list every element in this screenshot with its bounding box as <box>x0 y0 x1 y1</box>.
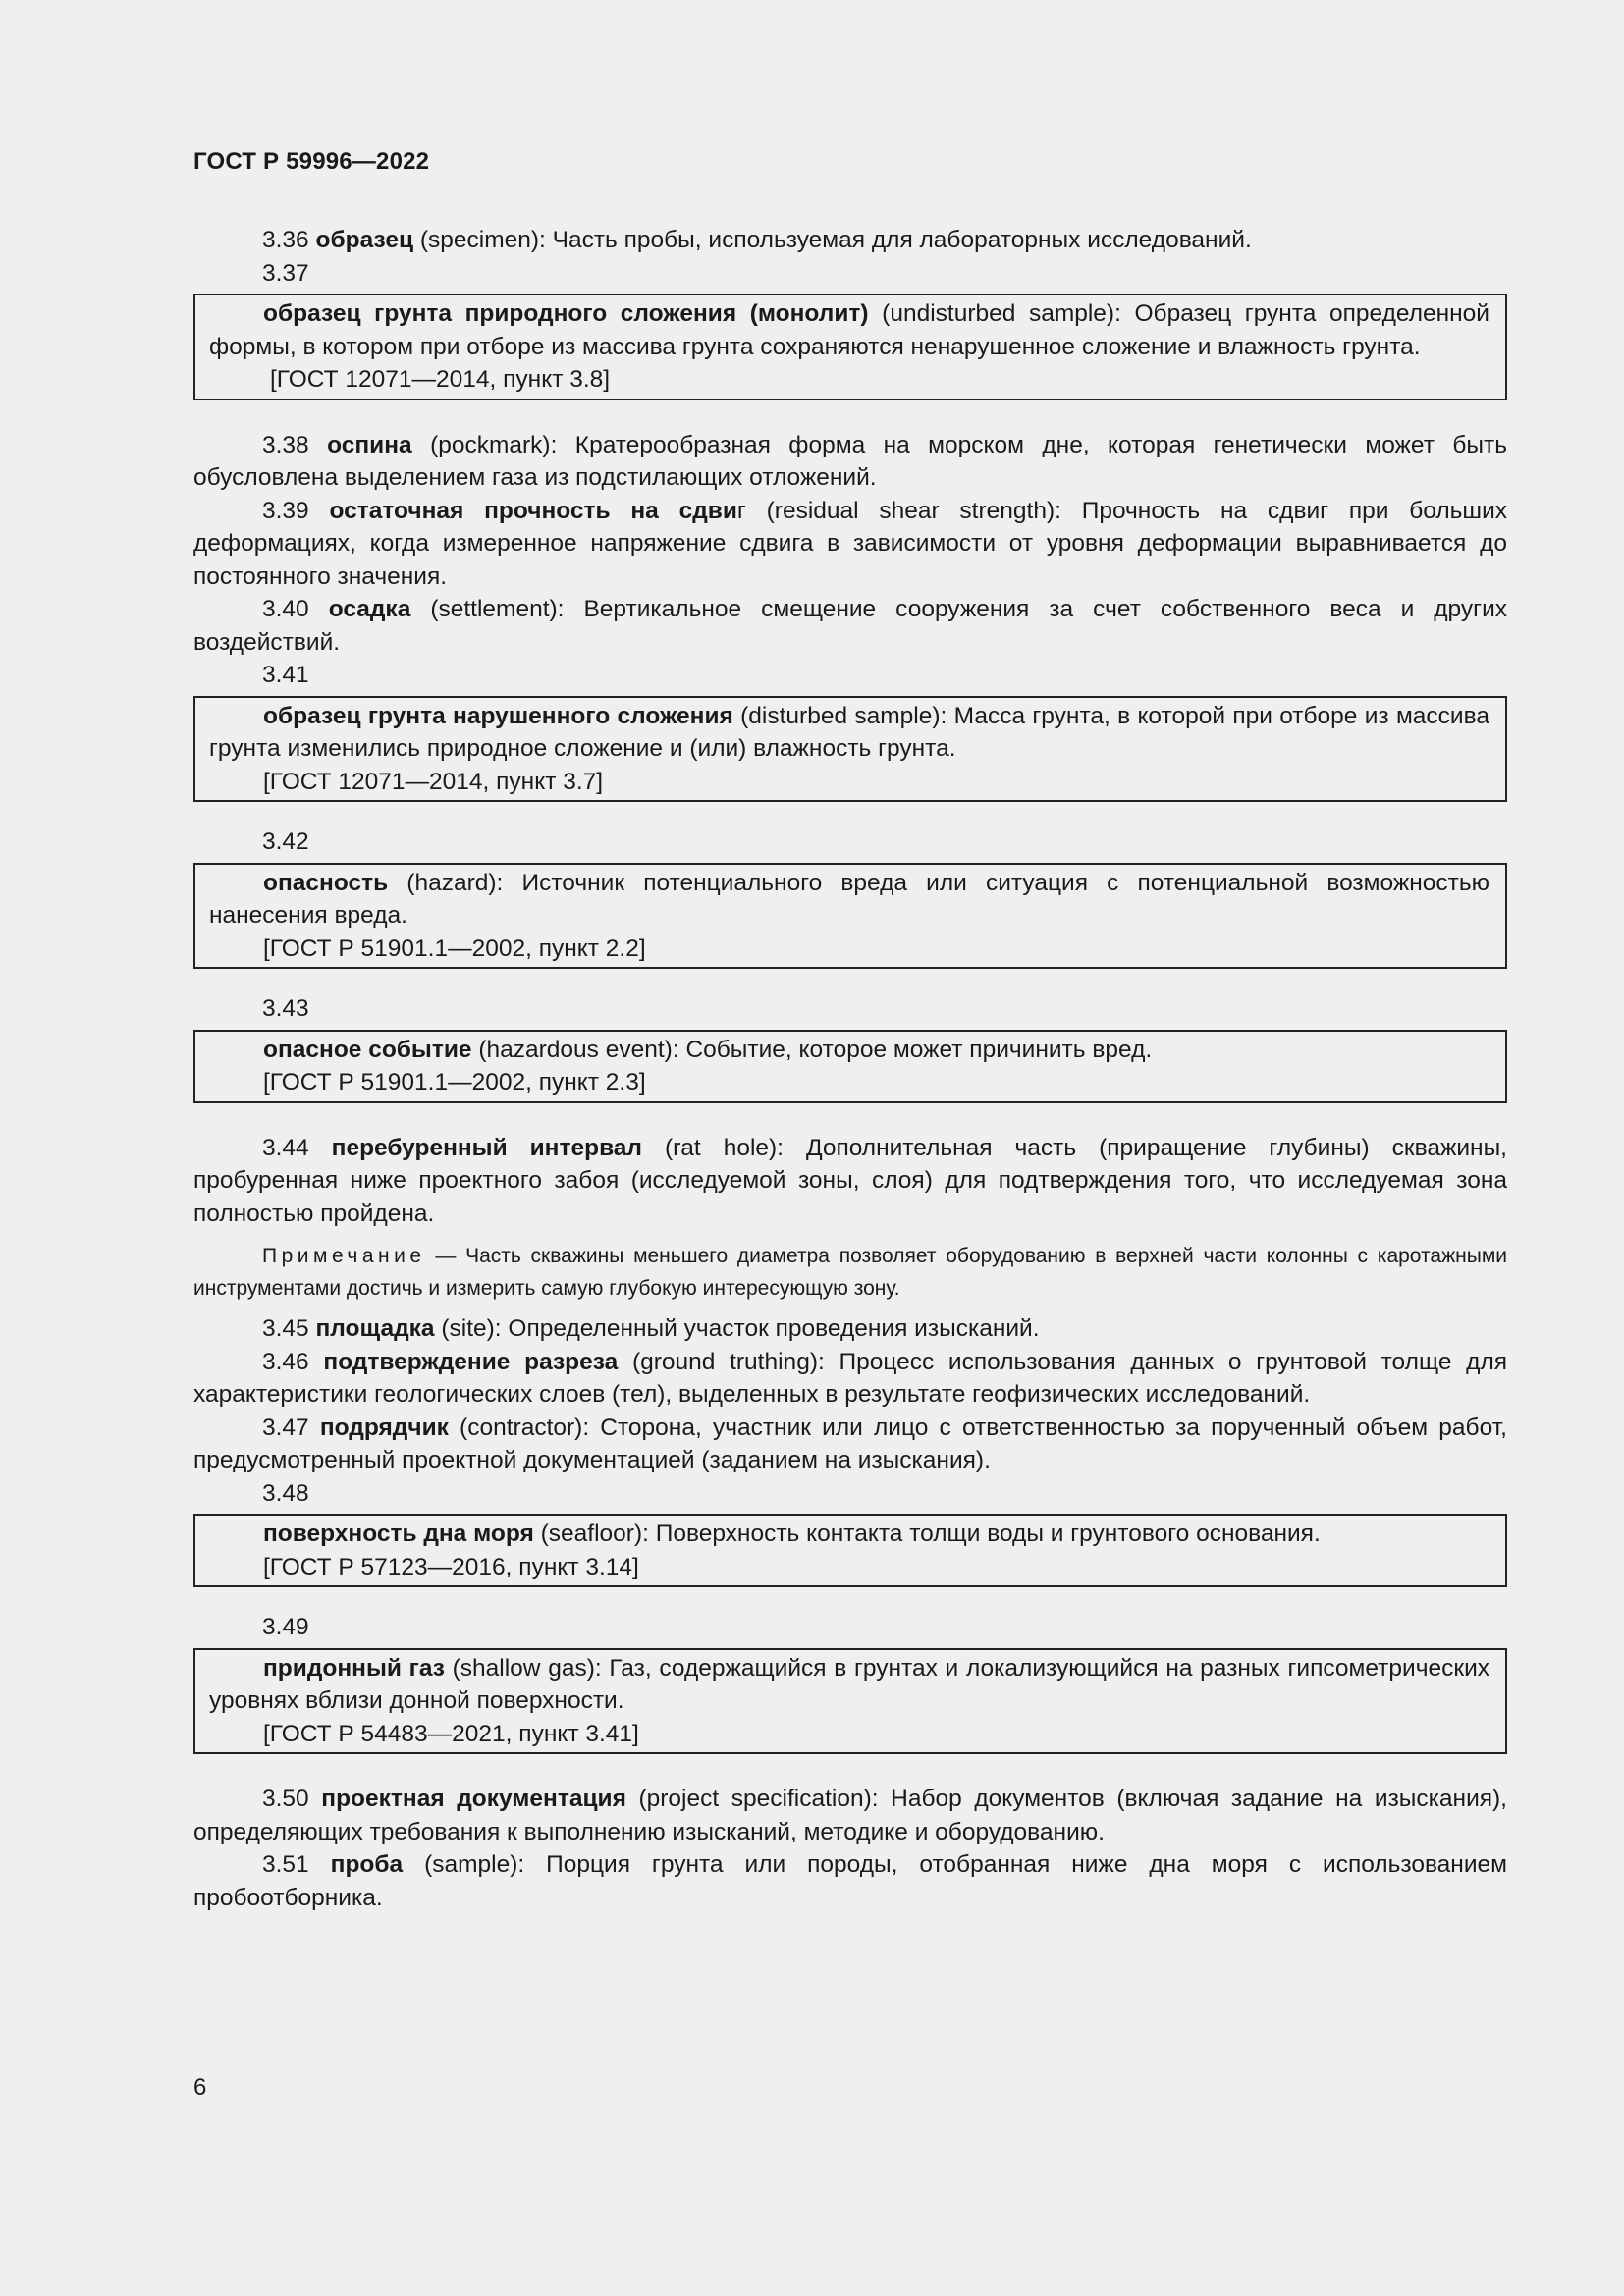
term-entry-3-36 <box>193 224 1507 257</box>
definition: (site): Определенный участок проведения изысканий. <box>434 1315 1040 1342</box>
term: проектная документация <box>321 1786 626 1812</box>
entry-number: 3.46 <box>262 1348 309 1375</box>
page-number: 6 <box>193 2074 207 2101</box>
term: опасное событие <box>263 1036 472 1063</box>
quoted-term-box-3-48 <box>193 1514 1507 1587</box>
term: придонный газ <box>263 1654 445 1682</box>
definition: (hazardous event): Событие, которое может причинить вред. <box>471 1036 1153 1063</box>
entry-number: 3.47 <box>262 1414 309 1441</box>
source-reference: [ГОСТ 12071—2014, пункт 3.7] <box>263 768 604 795</box>
term-entry-3-42 <box>209 867 1489 933</box>
quoted-term-box-3-37 <box>193 294 1507 400</box>
entry-number-3-43: 3.43 <box>262 995 309 1022</box>
entry-number: 3.44 <box>262 1134 309 1161</box>
definition: (settlement): Вертикальное смещение сооружения за счет собственного веса и других воздействий. <box>193 596 1508 656</box>
term-entry-3-40 <box>193 593 1507 659</box>
entry-number: 3.39 <box>262 497 309 524</box>
document-body <box>193 224 1507 1914</box>
term-entry-3-45 <box>193 1312 1507 1346</box>
source-reference: [ГОСТ 12071—2014, пункт 3.8] <box>270 366 611 393</box>
term: подрядчик <box>319 1414 449 1441</box>
source-reference: [ГОСТ Р 54483—2021, пункт 3.41] <box>263 1720 639 1747</box>
definition: (project specification): Набор документов (включая задание на изыскания), определяющих требования к выполнению изысканий, методике и оборудованию. <box>193 1786 1507 1845</box>
definition: (undisturbed sample): Образец грунта определенной формы, в котором при отборе из массива грунта сохраняются ненарушенное сложение и влажность грунта. <box>209 300 1489 360</box>
entry-number: 3.40 <box>262 596 309 622</box>
definition: (pockmark): Кратерообразная форма на морском дне, которая генетически может быть обусловлена выделением газа из подстилающих отложений. <box>193 431 1508 491</box>
source-reference: [ГОСТ Р 57123—2016, пункт 3.14] <box>263 1553 639 1580</box>
entry-number-3-41: 3.41 <box>262 662 309 688</box>
term-entry-3-41 <box>209 700 1489 766</box>
entry-number: 3.51 <box>262 1851 309 1878</box>
definition: (shallow gas): Газ, содержащийся в грунтах и локализующийся на разных гипсометрических уровнях вблизи донной поверхности. <box>209 1654 1489 1714</box>
entry-number: 3.50 <box>262 1786 309 1812</box>
term: проба <box>330 1851 404 1878</box>
term-entry-3-44 <box>193 1132 1507 1231</box>
term-entry-3-37 <box>209 297 1489 363</box>
entry-number-3-37: 3.37 <box>262 259 309 287</box>
entry-number: 3.38 <box>262 431 309 458</box>
source-reference: [ГОСТ Р 51901.1—2002, пункт 2.2] <box>263 934 646 962</box>
term: остаточная прочность на сдви <box>329 497 737 524</box>
note-label: Примечание <box>262 1245 426 1267</box>
quoted-term-box-3-41 <box>193 696 1507 803</box>
term: подтверждение разреза <box>323 1348 619 1375</box>
quoted-term-box-3-42 <box>193 863 1507 970</box>
definition: (specimen): Часть пробы, используемая для лабораторных исследований. <box>413 227 1252 253</box>
term: оспина <box>327 431 412 458</box>
term: площадка <box>315 1315 435 1342</box>
term-entry-3-48 <box>209 1518 1489 1551</box>
entry-number-3-48: 3.48 <box>262 1479 309 1507</box>
entry-number: 3.36 <box>262 227 309 253</box>
term: поверхность дна моря <box>263 1521 534 1547</box>
document-header: ГОСТ Р 59996—2022 <box>193 148 430 175</box>
quoted-term-box-3-43 <box>193 1030 1507 1103</box>
definition: (residual shear strength): Прочность на сдвиг при больших деформациях, когда измеренное напряжение сдвига в зависимости от уровня деформации выравнивается до постоянного значения. <box>193 497 1508 590</box>
definition: (seafloor): Поверхность контакта толщи воды и грунтового основания. <box>533 1521 1321 1547</box>
definition: (hazard): Источник потенциального вреда или ситуация с потенциальной возможностью нанесения вреда. <box>209 869 1489 929</box>
definition: (ground truthing): Процесс использования данных о грунтовой толще для характеристики геологических слоев (тел), выделенных в результате геофизических исследований. <box>193 1348 1508 1408</box>
term-entry-3-38 <box>193 429 1507 495</box>
quoted-term-box-3-49 <box>193 1648 1507 1755</box>
term-entry-3-49 <box>209 1652 1489 1718</box>
term-entry-3-50 <box>193 1783 1507 1848</box>
term: образец грунта природного сложения (монолит) <box>263 300 869 327</box>
note-text: — Часть скважины меньшего диаметра позволяет оборудованию в верхней части колонны с каротажными инструментами достичь и измерить самую глубокую интересующую зону. <box>193 1245 1507 1300</box>
entry-number-3-42: 3.42 <box>262 828 309 855</box>
term: осадка <box>328 596 411 622</box>
entry-number-3-49: 3.49 <box>262 1614 309 1640</box>
source-reference: [ГОСТ Р 51901.1—2002, пункт 2.3] <box>263 1069 646 1095</box>
definition: (rat hole): Дополнительная часть (приращение глубины) скважины, пробуренная ниже проектного забоя (исследуемой зоны, слоя) для подтверждения того, что исследуемая зона полностью пройдена. <box>193 1134 1507 1227</box>
term: перебуренный интервал <box>331 1134 642 1161</box>
term-entry-3-47 <box>193 1412 1507 1477</box>
note <box>193 1240 1507 1305</box>
definition: (sample): Порция грунта или породы, отобранная ниже дна моря с использованием пробоотборника. <box>193 1851 1507 1911</box>
definition: (disturbed sample): Масса грунта, в которой при отборе из массива грунта изменились природное сложение и (или) влажность грунта. <box>209 702 1489 762</box>
term-entry-3-39 <box>193 495 1507 594</box>
entry-number: 3.45 <box>262 1315 309 1342</box>
term: образец грунта нарушенного сложения <box>263 702 733 729</box>
term: опасность <box>263 869 389 896</box>
term-entry-3-46 <box>193 1346 1507 1412</box>
term-entry-3-43 <box>209 1034 1489 1067</box>
term: образец <box>315 227 414 253</box>
definition: (contractor): Сторона, участник или лицо с ответственностью за порученный объем работ, предусмотренный проектной документацией (заданием на изыскания). <box>193 1414 1507 1473</box>
term-tail: г <box>736 497 746 524</box>
term-entry-3-51 <box>193 1848 1507 1914</box>
